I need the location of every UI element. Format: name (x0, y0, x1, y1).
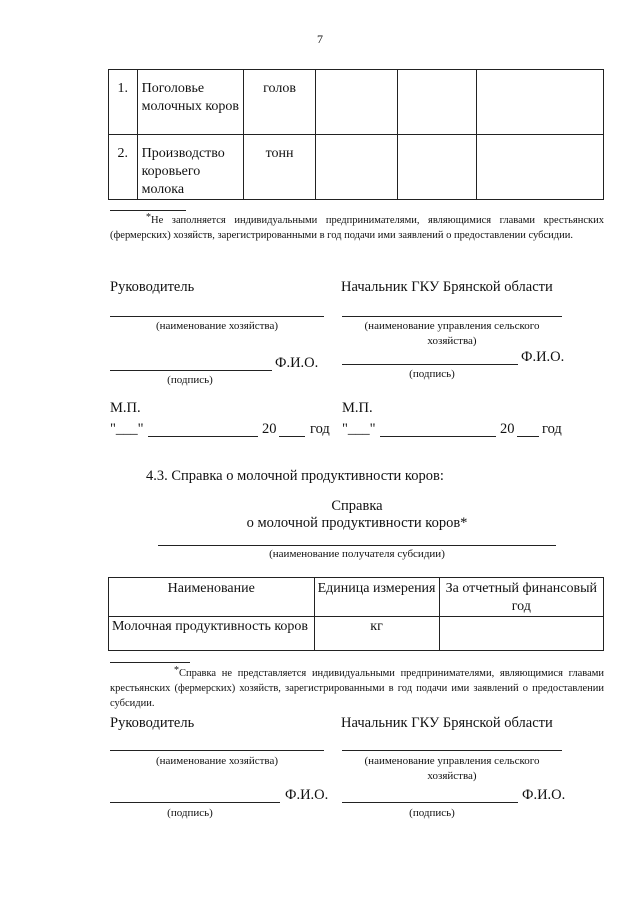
caption-signature-right: (подпись) (409, 807, 455, 819)
date-day-left: "___" (110, 421, 144, 437)
caption-recipient-name: (наименование получателя субсидии) (269, 548, 445, 560)
date-suffix-right: год (542, 421, 562, 437)
empty-cell[interactable] (476, 70, 603, 135)
productivity-table (108, 577, 604, 651)
table-row (109, 617, 604, 651)
footnote-separator (110, 210, 186, 211)
header-name: Наименование (109, 578, 315, 617)
footnote-text: Справка не представляется индивидуальными предпринимателями, являющимися главами крестьянских (фермерских) хозяйств, зарегистрированными в год подачи ими заявлений о предоставлении субсидии. (110, 668, 604, 709)
fio-label-right: Ф.И.О. (522, 787, 566, 803)
indicator-name: Производство коровьего молока (137, 135, 244, 200)
footnote-mark: * (174, 665, 179, 676)
cell-value[interactable] (439, 617, 603, 651)
head-title-left: Руководитель (110, 715, 195, 731)
date-year-right: 20 (500, 421, 515, 437)
indicator-name: Поголовье молочных коров (137, 70, 244, 135)
head-title-right: Начальник ГКУ Брянской области (341, 715, 553, 731)
date-month-line-left (148, 436, 258, 437)
date-suffix-left: год (310, 421, 330, 437)
date-year-line-right (517, 436, 539, 437)
caption-signature-right: (подпись) (409, 368, 455, 380)
footnote-mark: * (146, 212, 151, 223)
row-number: 1. (109, 70, 138, 135)
caption-farm-name: (наименование хозяйства) (155, 320, 279, 332)
empty-cell[interactable] (316, 135, 398, 200)
footnote-text: Не заполняется индивидуальными предпринимателями, являющимися главами крестьянских (фермерских) хозяйств, зарегистрированными в год подачи ими заявлений о предоставлении субсидии. (110, 215, 604, 241)
footnote-2 (110, 666, 604, 711)
fio-label-left: Ф.И.О. (285, 787, 329, 803)
line-farm-name (110, 750, 324, 751)
date-year-line-left (279, 436, 305, 437)
header-period: За отчетный финансовый год (439, 578, 603, 617)
line-recipient-name (158, 545, 556, 546)
line-signature-right (342, 364, 518, 365)
indicator-unit: голов (244, 70, 316, 135)
row-number: 2. (109, 135, 138, 200)
indicator-unit: тонн (244, 135, 316, 200)
line-department-name (342, 316, 562, 317)
caption-signature-left: (подпись) (167, 807, 213, 819)
fio-label-right: Ф.И.О. (521, 349, 565, 365)
footnote-1 (110, 213, 604, 243)
empty-cell[interactable] (316, 70, 398, 135)
cell-name: Молочная продуктивность коров (109, 617, 315, 651)
line-signature-right (342, 802, 518, 803)
head-title-right: Начальник ГКУ Брянской области (341, 279, 553, 295)
date-year-left: 20 (262, 421, 277, 437)
page-number: 7 (317, 32, 323, 46)
fio-label-left: Ф.И.О. (275, 355, 319, 371)
caption-department-name: (наименование управления сельского хозяйства) (364, 755, 540, 782)
section-heading: 4.3. Справка о молочной продуктивности коров: (146, 468, 444, 484)
line-department-name (342, 750, 562, 751)
doc-title-line-2: о молочной продуктивности коров* (246, 515, 468, 531)
table-row (109, 70, 604, 135)
line-signature-left (110, 370, 272, 371)
indicators-table (108, 69, 604, 200)
table-header-row (109, 578, 604, 617)
caption-department-name: (наименование управления сельского хозяйства) (364, 320, 540, 347)
stamp-label-right: М.П. (342, 400, 373, 416)
empty-cell[interactable] (476, 135, 603, 200)
header-unit: Единица измерения (314, 578, 439, 617)
head-title-left: Руководитель (110, 279, 195, 295)
table-row (109, 135, 604, 200)
date-month-line-right (380, 436, 496, 437)
cell-unit: кг (314, 617, 439, 651)
line-signature-left (110, 802, 280, 803)
doc-title-line-1: Справка (331, 498, 383, 514)
empty-cell[interactable] (398, 135, 477, 200)
footnote-separator (110, 662, 190, 663)
date-day-right: "___" (342, 421, 376, 437)
stamp-label-left: М.П. (110, 400, 141, 416)
caption-farm-name: (наименование хозяйства) (155, 755, 279, 767)
empty-cell[interactable] (398, 70, 477, 135)
caption-signature-left: (подпись) (167, 374, 213, 386)
line-farm-name (110, 316, 324, 317)
